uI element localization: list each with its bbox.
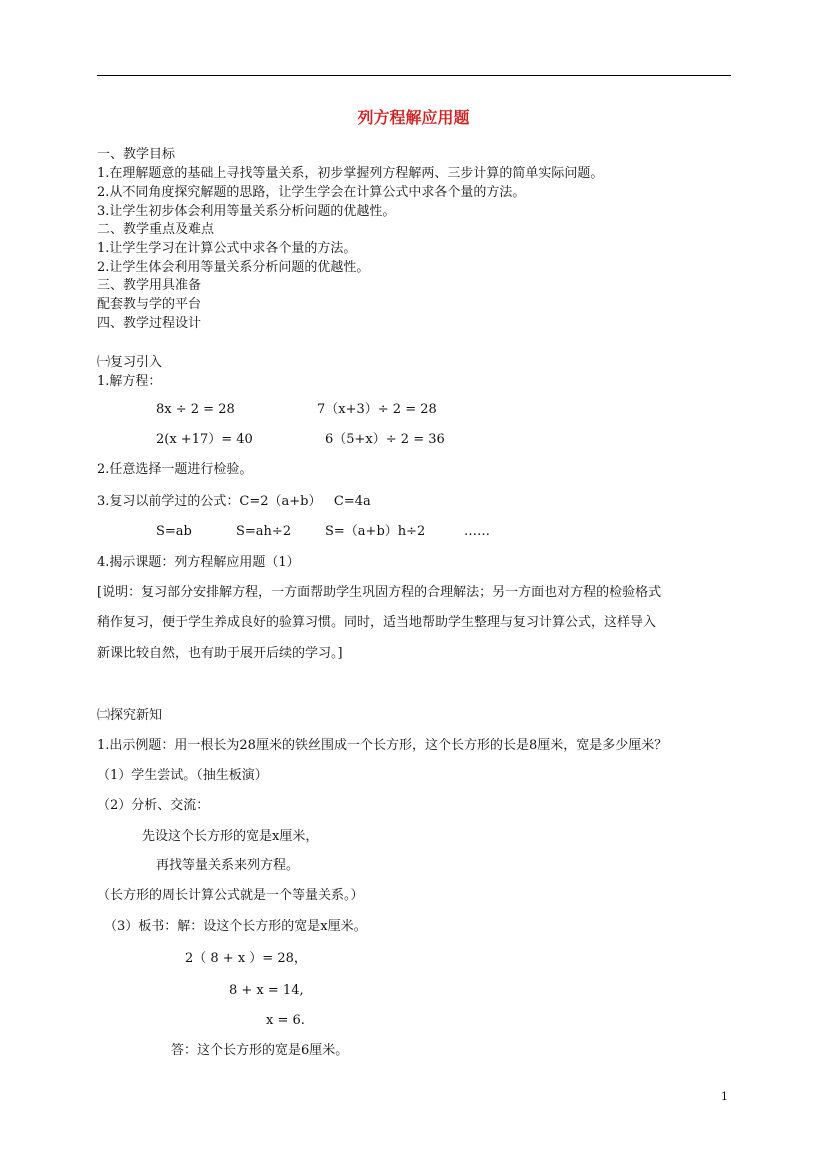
key-point-1: 1.让学生学习在计算公式中求各个量的方法。 [97, 241, 357, 256]
equation-3: 2(x +17）= 40 [156, 432, 253, 447]
review-item-4: 4.揭示课题：列方程解应用题（1） [97, 555, 300, 570]
goal-3: 3.让学生初步体会利用等量关系分析问题的优越性。 [97, 204, 396, 219]
heading-materials: 三、教学用具准备 [97, 278, 202, 293]
formula-3: S=（a+b）h÷2 [325, 524, 426, 539]
step-2: （2）分析、交流： [97, 798, 210, 813]
formula-ellipsis: …… [464, 524, 490, 539]
heading-process: 四、教学过程设计 [97, 316, 202, 331]
goal-1: 1.在理解题意的基础上寻找等量关系，初步掌握列方程解两、三步计算的简单实际问题。 [97, 166, 604, 181]
materials-text: 配套教与学的平台 [97, 297, 202, 312]
example-problem: 1.出示例题：用一根长为28厘米的铁丝围成一个长方形，这个长方形的长是8厘米，宽是多少厘米？ [97, 738, 668, 753]
review-item-2: 2.任意选择一题进行检验。 [97, 462, 253, 477]
solution-line-2: 8 + x = 14, [229, 983, 304, 998]
step-3: （3）板书：解：设这个长方形的宽是x厘米。 [104, 919, 367, 934]
review-item-1: 1.解方程： [97, 374, 162, 389]
analysis-line-2: 再找等量关系来列方程。 [156, 858, 300, 873]
page-number: 1 [721, 1090, 728, 1103]
goal-2: 2.从不同角度探究解题的思路，让学生学会在计算公式中求各个量的方法。 [97, 185, 526, 200]
section-review: ㈠复习引入 [97, 355, 163, 370]
header-rule [97, 75, 731, 76]
equation-4: 6（5+x）÷ 2 = 36 [325, 432, 445, 447]
heading-key-points: 二、教学重点及难点 [97, 222, 215, 237]
note-line-1: [说明：复习部分安排解方程，一方面帮助学生巩固方程的合理解法；另一方面也对方程的检验格式 [97, 585, 662, 600]
analysis-line-1: 先设这个长方形的宽是x厘米， [142, 829, 319, 844]
formula-2: S=ah÷2 [236, 524, 292, 539]
formula-1: S=ab [156, 524, 192, 539]
answer-line: 答：这个长方形的宽是6厘米。 [171, 1043, 349, 1058]
analysis-note: （长方形的周长计算公式就是一个等量关系。） [97, 888, 364, 903]
review-item-3: 3.复习以前学过的公式：C=2（a+b） C=4a [97, 494, 371, 509]
equation-2: 7（x+3）÷ 2 = 28 [317, 402, 437, 417]
solution-line-3: x = 6. [266, 1013, 305, 1028]
step-1: （1）学生尝试。（抽生板演） [97, 768, 268, 783]
section-explore: ㈡探究新知 [97, 708, 163, 723]
equation-1: 8x ÷ 2 = 28 [156, 402, 235, 417]
key-point-2: 2.让学生体会利用等量关系分析问题的优越性。 [97, 260, 370, 275]
note-line-3: 新课比较自然，也有助于展开后续的学习。] [97, 646, 343, 661]
note-line-2: 稍作复习，便于学生养成良好的验算习惯。同时，适当地帮助学生整理与复习计算公式，这样导入 [97, 615, 657, 630]
heading-goals: 一、教学目标 [97, 147, 176, 162]
solution-line-1: 2（ 8 + x ）= 28， [185, 951, 307, 966]
page-title: 列方程解应用题 [357, 108, 470, 127]
